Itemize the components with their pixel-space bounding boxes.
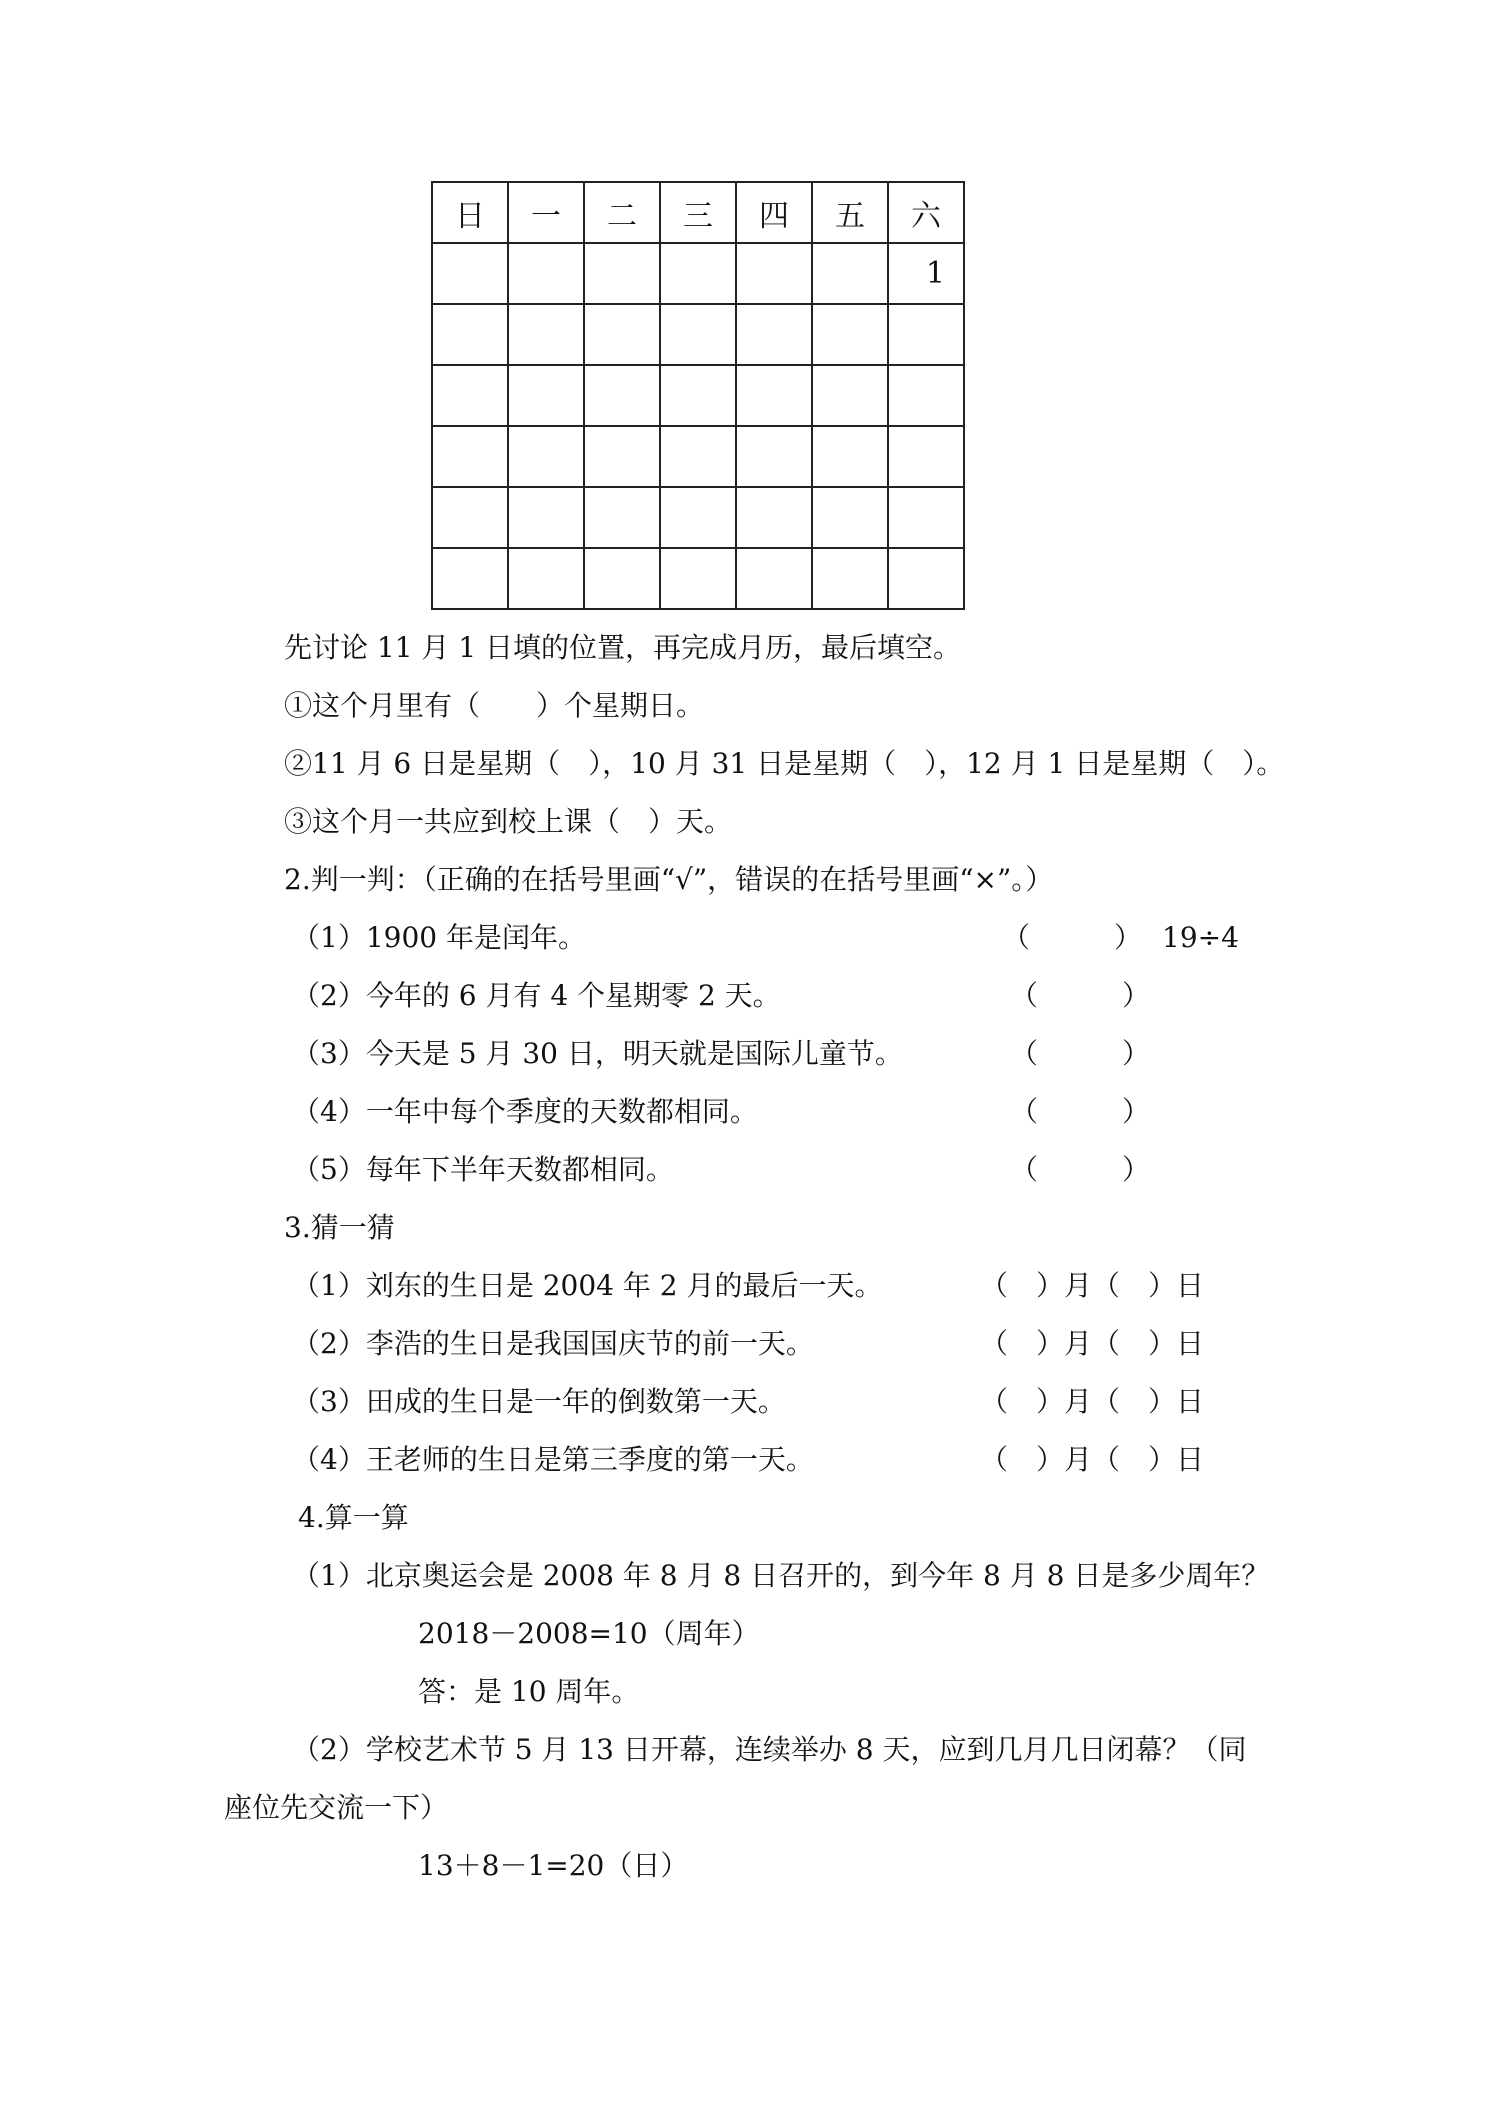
q2-item-4: （4）一年中每个季度的天数都相同。: [292, 1095, 758, 1128]
calendar-day-cell[interactable]: [584, 365, 660, 426]
calendar-day-cell[interactable]: [736, 548, 812, 609]
calendar-day-cell[interactable]: [888, 487, 964, 548]
calendar-week-row: [432, 243, 964, 304]
q4-part2-calculation: 13＋8－1=20（日）: [418, 1849, 689, 1882]
q4-part1-question: （1）北京奥运会是 2008 年 8 月 8 日召开的，到今年 8 月 8 日是多少周年？: [292, 1559, 1270, 1592]
calendar-day-cell[interactable]: [584, 426, 660, 487]
calendar-day-cell[interactable]: [736, 365, 812, 426]
q3-item-3: （3）田成的生日是一年的倒数第一天。: [292, 1385, 786, 1418]
q3-answer-blank-2[interactable]: （ ）月（ ）日: [980, 1327, 1205, 1360]
calendar-day-cell[interactable]: [812, 487, 888, 548]
calendar-day-cell[interactable]: [584, 548, 660, 609]
calendar-day-cell[interactable]: [812, 304, 888, 365]
calendar-day-cell[interactable]: [888, 426, 964, 487]
q2-scratch-note: 19÷4: [1162, 921, 1239, 954]
q2-answer-blank-4[interactable]: （ ）: [1010, 1095, 1151, 1128]
calendar-header-cell: 五: [812, 182, 888, 243]
calendar-day-cell[interactable]: [432, 487, 508, 548]
calendar-header-row: [432, 182, 964, 243]
calendar-day-cell[interactable]: [660, 243, 736, 304]
calendar-day-cell[interactable]: [508, 426, 584, 487]
calendar-day-cell[interactable]: [432, 304, 508, 365]
q3-answer-blank-4[interactable]: （ ）月（ ）日: [980, 1443, 1205, 1476]
calendar-day-cell[interactable]: [812, 365, 888, 426]
q4-part2-question-line2: 座位先交流一下）: [224, 1791, 449, 1824]
q4-part2-question-line1: （2）学校艺术节 5 月 13 日开幕，连续举办 8 天，应到几月几日闭幕？（同: [292, 1733, 1247, 1766]
calendar-header-cell: 四: [736, 182, 812, 243]
calendar-week-row: [432, 487, 964, 548]
calendar-day-cell[interactable]: [812, 426, 888, 487]
calendar-day-cell[interactable]: [432, 548, 508, 609]
q2-answer-blank-2[interactable]: （ ）: [1010, 979, 1151, 1012]
q3-title: 3.猜一猜: [284, 1211, 395, 1244]
calendar-week-row: [432, 365, 964, 426]
calendar-day-cell[interactable]: [888, 365, 964, 426]
calendar-day-cell[interactable]: [736, 243, 812, 304]
calendar-day-cell[interactable]: [432, 426, 508, 487]
calendar-day-cell[interactable]: [584, 304, 660, 365]
calendar-day-cell[interactable]: [660, 426, 736, 487]
calendar-day-cell-first[interactable]: 1: [888, 243, 964, 304]
calendar-day-cell[interactable]: [508, 243, 584, 304]
calendar-day-cell[interactable]: [584, 243, 660, 304]
calendar-day-cell[interactable]: [736, 304, 812, 365]
q1-intro: 先讨论 11 月 1 日填的位置，再完成月历，最后填空。: [284, 631, 962, 664]
q4-title: 4.算一算: [298, 1501, 409, 1534]
q2-answer-blank-5[interactable]: （ ）: [1010, 1153, 1151, 1186]
q1-item-2: ②11 月 6 日是星期（ ），10 月 31 日是星期（ ），12 月 1 日是星期（ ）。: [284, 747, 1285, 780]
q2-answer-blank-1[interactable]: （ ）: [1002, 921, 1143, 954]
calendar-day-cell[interactable]: [812, 243, 888, 304]
q3-answer-blank-3[interactable]: （ ）月（ ）日: [980, 1385, 1205, 1418]
calendar-day-cell[interactable]: [660, 304, 736, 365]
calendar-week-row: [432, 304, 964, 365]
calendar-day-cell[interactable]: [508, 548, 584, 609]
q3-answer-blank-1[interactable]: （ ）月（ ）日: [980, 1269, 1205, 1302]
q3-item-1: （1）刘东的生日是 2004 年 2 月的最后一天。: [292, 1269, 883, 1302]
q2-answer-blank-3[interactable]: （ ）: [1010, 1037, 1151, 1070]
calendar-day-cell[interactable]: [888, 304, 964, 365]
calendar-header-cell: 日: [432, 182, 508, 243]
calendar-day-cell[interactable]: [508, 365, 584, 426]
q2-title: 2.判一判：（正确的在括号里画“√”，错误的在括号里画“×”。）: [284, 863, 1054, 896]
q2-item-2: （2）今年的 6 月有 4 个星期零 2 天。: [292, 979, 781, 1012]
calendar-day-cell[interactable]: [888, 548, 964, 609]
q3-item-4: （4）王老师的生日是第三季度的第一天。: [292, 1443, 814, 1476]
calendar-header-cell: 三: [660, 182, 736, 243]
calendar-day-cell[interactable]: [432, 365, 508, 426]
calendar-day-cell[interactable]: [584, 487, 660, 548]
calendar-week-row: [432, 426, 964, 487]
q1-item-1: ①这个月里有（ ）个星期日。: [284, 689, 705, 722]
calendar-week-row: [432, 548, 964, 609]
calendar-day-cell[interactable]: [660, 365, 736, 426]
calendar-day-cell[interactable]: [812, 548, 888, 609]
calendar-day-cell[interactable]: [736, 426, 812, 487]
november-calendar-table: [431, 181, 965, 610]
calendar-header-cell: 一: [508, 182, 584, 243]
q1-item-3: ③这个月一共应到校上课（ ）天。: [284, 805, 733, 838]
q3-item-2: （2）李浩的生日是我国国庆节的前一天。: [292, 1327, 814, 1360]
calendar-header-cell: 二: [584, 182, 660, 243]
q2-item-1: （1）1900 年是闰年。: [292, 921, 586, 954]
q2-item-3: （3）今天是 5 月 30 日，明天就是国际儿童节。: [292, 1037, 903, 1070]
q4-part1-answer: 答：是 10 周年。: [418, 1675, 640, 1708]
calendar-day-cell[interactable]: [508, 304, 584, 365]
calendar-day-cell[interactable]: [660, 487, 736, 548]
q2-item-5: （5）每年下半年天数都相同。: [292, 1153, 674, 1186]
calendar-day-cell[interactable]: [508, 487, 584, 548]
calendar-header-cell: 六: [888, 182, 964, 243]
calendar-day-cell[interactable]: [736, 487, 812, 548]
calendar-day-cell[interactable]: [660, 548, 736, 609]
calendar-day-cell[interactable]: [432, 243, 508, 304]
q4-part1-calculation: 2018－2008=10（周年）: [418, 1617, 760, 1650]
